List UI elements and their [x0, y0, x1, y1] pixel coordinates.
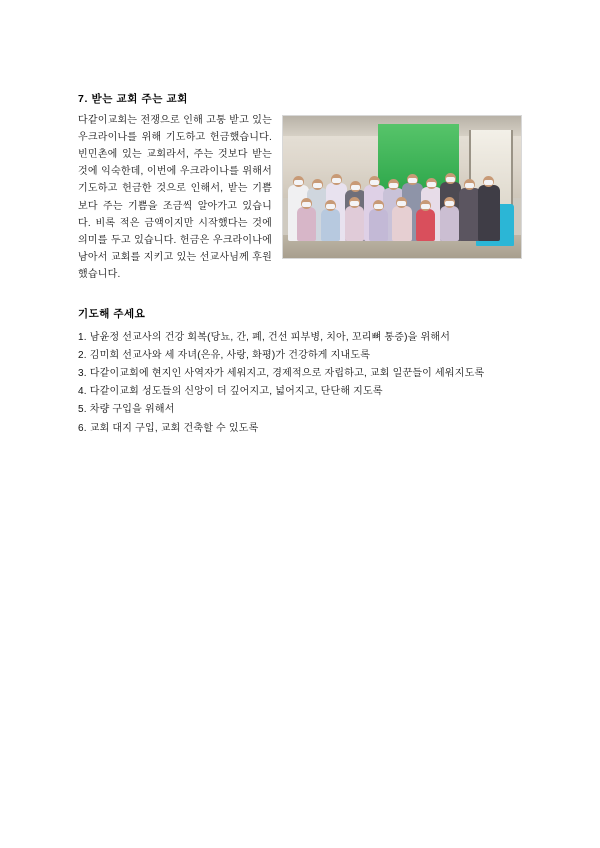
- list-item: 6. 교회 대지 구입, 교회 건축할 수 있도록: [78, 422, 259, 434]
- photo-people-group: [283, 161, 521, 241]
- list-item: 3. 다같이교회에 현지인 사역자가 세워지고, 경제적으로 자립하고, 교회 일꾼들이 세워지도록: [78, 367, 485, 379]
- list-item: 4. 다같이교회 성도들의 신앙이 더 깊어지고, 넓어지고, 단단해 지도록: [78, 386, 383, 398]
- prayer-heading: 기도해 주세요: [78, 307, 146, 320]
- list-item: 2. 김미희 선교사와 세 자녀(은유, 사랑, 화평)가 건강하게 지내도록: [78, 349, 371, 361]
- document-content: [78, 92, 522, 438]
- list-item: 5. 차량 구입을 위해서: [78, 404, 175, 416]
- list-item: 1. 남윤정 선교사의 건강 회복(당뇨, 간, 폐, 건선 피부병, 치아, 꼬리뼈 통증)을 위해서: [78, 331, 451, 343]
- section-body: [78, 112, 522, 284]
- group-photo: [282, 115, 522, 259]
- section-paragraph: 다같이교회는 전쟁으로 인해 고통 받고 있는 우크라이나를 위해 기도하고 헌금했습니다. 빈민촌에 있는 교회라서, 주는 것보다 받는 것에 익숙한데, 이번에 우크라이나를 위해서 기도하고 헌금한 것으로 인해서, 받는 기쁨보다 주는 기쁨을 조금씩 알아가고 있습니다. 비록 적은 금액이지만 시작했다는 것에 의미를 두고 있습니다. 헌금은 우크라이나에 남아서 교회를 지키고 있는 선교사님께 후원했습니다.: [78, 114, 272, 281]
- prayer-list: [78, 329, 522, 437]
- section-heading: 7. 받는 교회 주는 교회: [78, 93, 188, 105]
